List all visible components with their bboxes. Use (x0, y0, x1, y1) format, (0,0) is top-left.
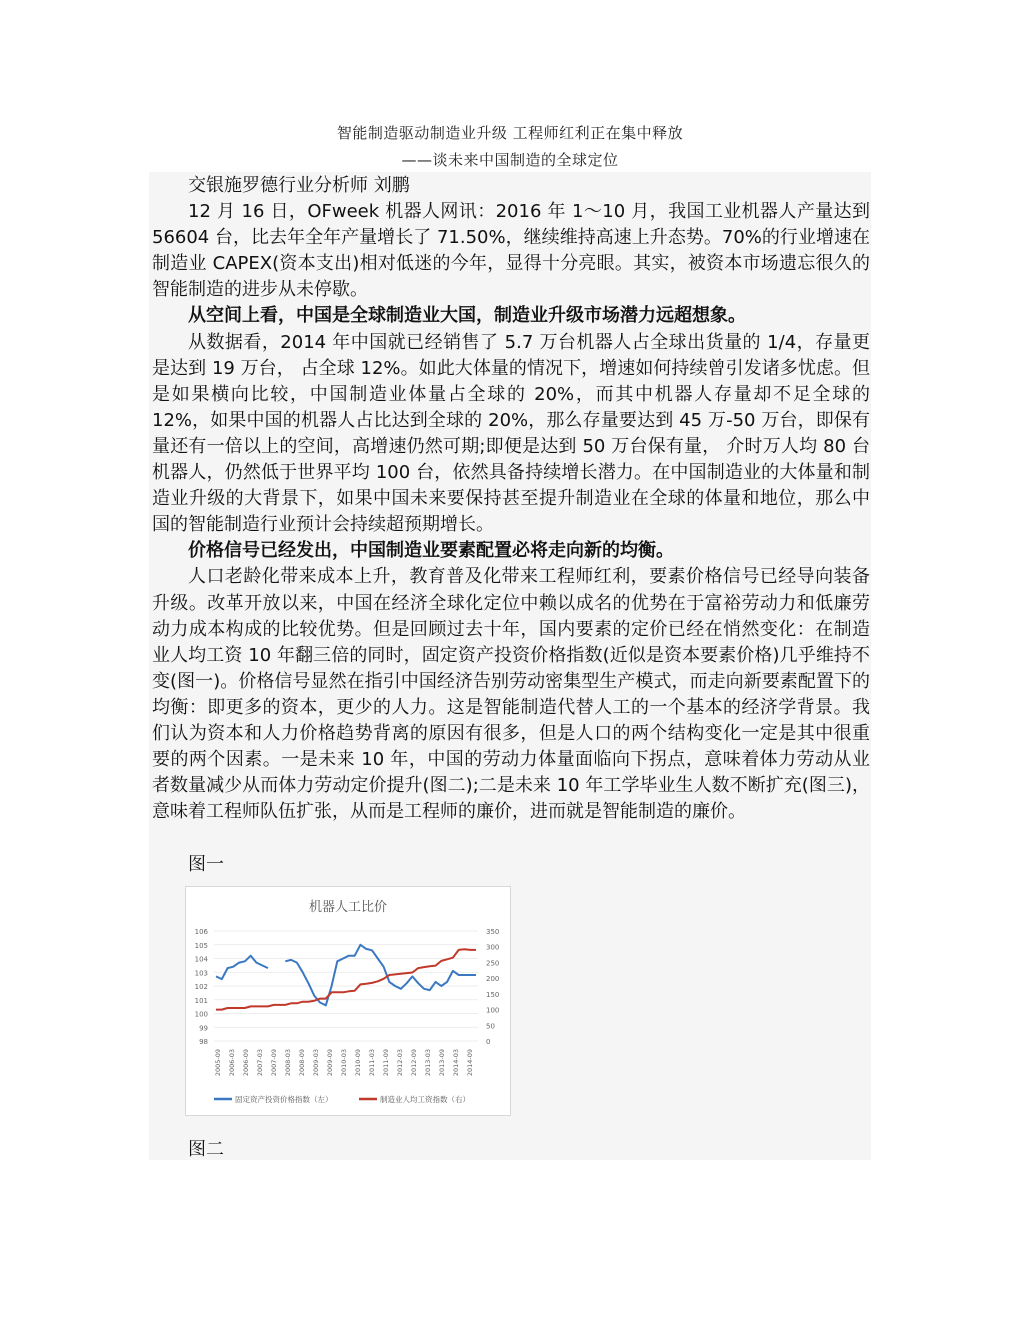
y-right-tick-label: 0 (486, 1038, 491, 1046)
paragraph: 从数据看，2014 年中国就已经销售了 5.7 万台机器人占全球出货量的 1/4，存量更是达到 19 万台， 占全球 12%。如此大体量的情况下，增速如何持续曾引发诸多忧虑。但是如果横向比较，中国制造业体量占全球的 20%，而其中机器人存量却不足全球的 12%，如果中国的机器人占比达到全球的 20%，那么存量要达到 45 万-50 万台，即保有量还有一倍以上的空间，高增速仍然可期;即便是达到 50 万台保有量， 介时万人均 80 台机器人，仍然低于世界平均 100 台，依然具备持续增长潜力。在中国制造业的大体量和制造业升级的大背景下，如果中国未来要保持甚至提升制造业在全球的体量和地位，那么中国的智能制造行业预计会持续超预期增长。 (152, 331, 870, 536)
x-tick-label: 2005-09 (214, 1049, 222, 1077)
y-right-tick-label: 50 (486, 1022, 495, 1031)
y-left-tick-label: 98 (199, 1038, 208, 1046)
x-tick-label: 2009-09 (326, 1049, 334, 1077)
doc-subtitle: ——谈未来中国制造的全球定位 (401, 151, 619, 169)
y-right-tick-label: 350 (486, 928, 500, 936)
line-chart (186, 887, 510, 1115)
paragraph: 12 月 16 日，OFweek 机器人网讯：2016 年 1～10 月，我国工业机器人产量达到 56604 台，比去年全年产量增长了 71.50%，继续维持高速上升态势。70%的行业增速在制造业 CAPEX(资本支出)相对低迷的今年，显得十分亮眼。其实，被资本市场遗忘很久的智能制造的进步从未停歇。 (152, 201, 870, 301)
x-tick-label: 2012-09 (410, 1049, 418, 1077)
y-right-tick-label: 150 (486, 990, 500, 999)
x-tick-label: 2009-03 (312, 1049, 320, 1077)
x-tick-label: 2010-09 (354, 1049, 362, 1077)
y-left-tick-label: 100 (194, 1010, 208, 1019)
article-body (152, 173, 870, 825)
x-tick-label: 2013-03 (424, 1049, 432, 1077)
x-tick-label: 2013-09 (438, 1049, 446, 1077)
x-tick-label: 2014-09 (466, 1049, 474, 1077)
y-axis-left (195, 928, 209, 1046)
grid-lines (214, 931, 478, 1041)
y-axis-right (486, 928, 499, 1046)
x-tick-label: 2010-03 (340, 1049, 348, 1077)
y-left-tick-label: 105 (194, 941, 208, 950)
section-heading: 从空间上看，中国是全球制造业大国，制造业升级市场潜力远超想象。 (188, 305, 746, 327)
x-tick-label: 2012-03 (396, 1049, 404, 1077)
y-left-tick-label: 104 (194, 955, 208, 964)
legend (214, 1094, 470, 1104)
x-tick-label: 2006-03 (228, 1049, 236, 1077)
figure-1-chart (185, 886, 511, 1116)
x-tick-label: 2007-03 (256, 1049, 264, 1077)
figure-1-label: 图一 (188, 854, 224, 875)
x-tick-label: 2014-03 (452, 1049, 460, 1077)
y-right-tick-label: 250 (486, 959, 500, 968)
series-line-1 (216, 945, 476, 1006)
legend-label-series-1: 固定资产投资价格指数（左） (235, 1095, 333, 1104)
y-right-tick-label: 300 (486, 943, 500, 952)
paragraph: 人口老龄化带来成本上升，教育普及化带来工程师红利，要素价格信号已经导向装备升级。改革开放以来，中国在经济全球化定位中赖以成名的优势在于富裕劳动力和低廉劳动力成本构成的比较优势。但是回顾过去十年，国内要素的定价已经在悄然变化：在制造业人均工资 10 年翻三倍的同时，固定资产投资价格指数(近似是资本要素价格)几乎维持不变(图一)。价格信号显然在指引中国经济告别劳动密集型生产模式，而走向新要素配置下的均衡：即更多的资本，更少的人力。这是智能制造代替人工的一个基本的经济学背景。我们认为资本和人力价格趋势背离的原因有很多，但是人口的两个结构变化一定是其中很重要的两个因素。一是未来 10 年，中国的劳动力体量面临向下拐点，意味着体力劳动从业者数量减少从而体力劳动定价提升(图二);二是未来 10 年工学毕业生人数不断扩充(图三)，意味着工程师队伍扩张，从而是工程师的廉价，进而就是智能制造的廉价。 (152, 566, 870, 823)
doc-title: 智能制造驱动制造业升级 工程师红利正在集中释放 (336, 124, 684, 142)
y-left-tick-label: 101 (194, 996, 208, 1005)
y-right-tick-label: 100 (486, 1006, 500, 1015)
x-tick-label: 2006-09 (242, 1049, 250, 1077)
x-axis (214, 1049, 474, 1076)
y-right-tick-label: 200 (486, 975, 500, 984)
x-tick-label: 2007-09 (270, 1049, 278, 1077)
chart-title: 机器人工比价 (308, 900, 388, 915)
y-left-tick-label: 102 (194, 983, 208, 991)
y-left-tick-label: 99 (199, 1024, 208, 1033)
figure-2-label: 图二 (188, 1139, 224, 1160)
x-tick-label: 2011-09 (382, 1049, 390, 1077)
x-tick-label: 2008-03 (284, 1049, 292, 1077)
author-line: 交银施罗德行业分析师 刘鹏 (188, 175, 410, 196)
x-tick-label: 2011-03 (368, 1049, 376, 1077)
y-left-tick-label: 103 (194, 969, 208, 978)
section-heading: 价格信号已经发出，中国制造业要素配置必将走向新的均衡。 (188, 540, 674, 562)
legend-label-series-2: 制造业人均工资指数（右） (380, 1095, 470, 1104)
y-left-tick-label: 106 (194, 928, 208, 936)
x-tick-label: 2008-09 (298, 1049, 306, 1077)
